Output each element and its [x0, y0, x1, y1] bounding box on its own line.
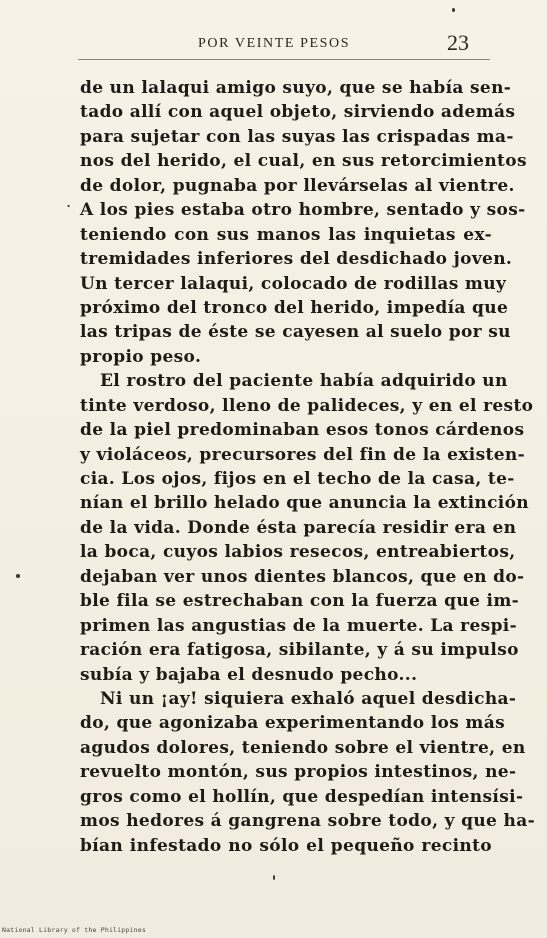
header-rule — [78, 59, 490, 60]
text-line: Un tercer lalaqui, colocado de rodillas muy — [80, 273, 507, 294]
library-credit: National Library of the Philippines — [2, 926, 146, 934]
text-line: revuelto montón, sus propios intestinos, ne- — [80, 762, 517, 783]
text-line: gros como el hollín, que despedían intensísi- — [80, 786, 524, 807]
text-line: propio peso. — [80, 346, 202, 367]
text-line: la boca, cuyos labios resecos, entreabiertos, — [80, 542, 516, 563]
text-line: de la piel predominaban esos tonos cárdenos — [80, 420, 525, 441]
ink-speck — [273, 875, 275, 880]
margin-mark: . — [66, 192, 72, 211]
text-line: ble fila se estrechaban con la fuerza que im- — [80, 591, 520, 612]
text-line: cia. Los ojos, fijos en el techo de la casa, te- — [80, 469, 515, 489]
text-line: ración era fatigosa, sibilante, y á su impulso — [80, 640, 519, 661]
text-line: las tripas de éste se cayesen al suelo por su — [80, 322, 511, 343]
text-line: bían infestado no sólo el pequeño recinto — [80, 835, 492, 856]
text-line: A los pies estaba otro hombre, sentado y sos- — [80, 200, 526, 221]
text-line: de la vida. Donde ésta parecía residir era en — [80, 517, 517, 538]
text-line: nían el brillo helado que anuncia la extinción — [80, 493, 530, 514]
text-line: tinte verdoso, lleno de palideces, y en el resto — [80, 395, 534, 416]
text-line: tremidades inferiores del desdichado joven. — [80, 249, 513, 270]
body-text — [80, 76, 535, 858]
text-line: Ni un ¡ay! siquiera exhaló aquel desdicha- — [100, 688, 517, 709]
text-line: teniendo con sus manos las inquietas ex- — [80, 224, 492, 245]
text-line: agudos dolores, teniendo sobre el vientre, en — [80, 737, 526, 758]
text-line: de un lalaqui amigo suyo, que se había sen- — [80, 78, 512, 98]
text-line: subía y bajaba el desnudo pecho... — [80, 664, 418, 685]
text-line: El rostro del paciente había adquirido un — [100, 371, 508, 392]
text-line: tado allí con aquel objeto, sirviendo además — [80, 102, 516, 123]
text-line: primen las angustias de la muerte. La respi- — [80, 615, 518, 636]
running-title: POR VEINTE PESOS — [198, 36, 351, 51]
text-line: nos del herido, el cual, en sus retorcimientos — [80, 151, 527, 172]
text-line: dejaban ver unos dientes blancos, que en do- — [80, 566, 525, 587]
text-line: para sujetar con las suyas las crispadas ma- — [80, 126, 514, 147]
ink-speck — [16, 574, 20, 578]
text-line: mos hedores á gangrena sobre todo, y que ha- — [80, 811, 535, 832]
ink-speck — [452, 8, 455, 12]
text-line: de dolor, pugnaba por llevárselas al vientre. — [80, 175, 515, 196]
text-line: do, que agonizaba experimentando los más — [80, 713, 506, 734]
page-number: 23 — [447, 30, 469, 55]
text-line: próximo del tronco del herido, impedía que — [80, 297, 509, 318]
text-line: y violáceos, precursores del fin de la existen- — [80, 444, 526, 465]
